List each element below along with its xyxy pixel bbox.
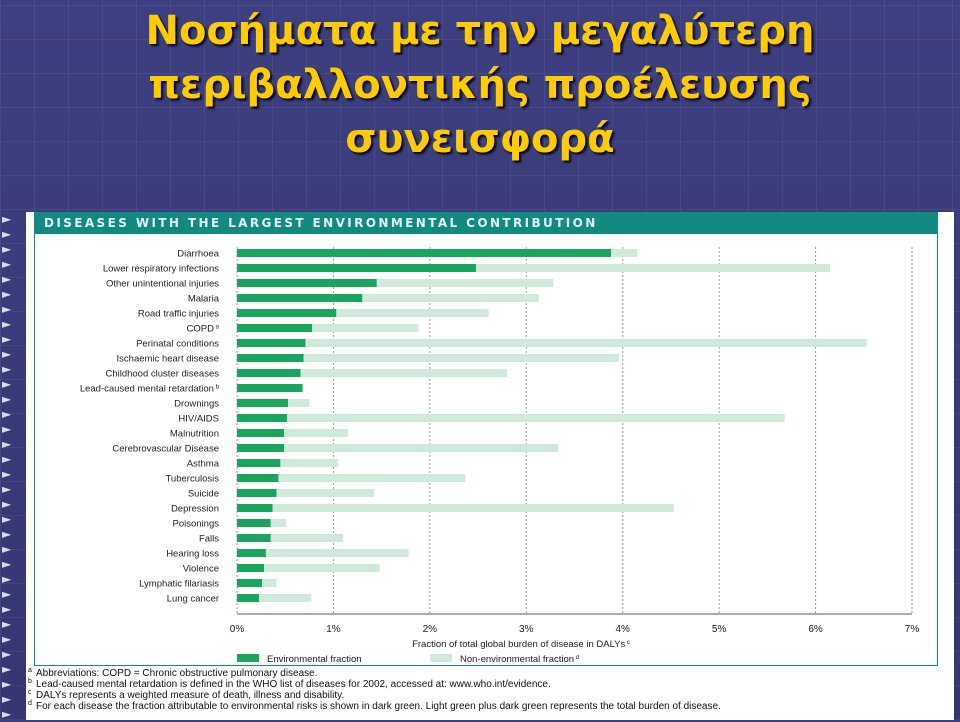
bullet-arrow-icon: ► xyxy=(2,542,12,556)
footnotes xyxy=(28,668,948,712)
bullet-arrow-icon: ► xyxy=(2,617,12,631)
bar-non-environmental xyxy=(611,249,637,257)
bar-environmental xyxy=(237,534,271,542)
footnote-marker: a xyxy=(28,667,32,674)
chart-frame xyxy=(34,234,938,666)
bar-non-environmental xyxy=(273,504,674,512)
footnote-marker: b xyxy=(213,384,219,391)
x-tick-label: 0% xyxy=(229,624,245,635)
slide-title-line-3: συνεισφορά xyxy=(345,116,615,162)
bullet-arrow-icon: ► xyxy=(2,647,12,661)
bullet-arrow-icon: ► xyxy=(2,707,12,721)
x-tick-label: 1% xyxy=(326,624,341,635)
bar-non-environmental xyxy=(271,534,343,542)
bullet-arrow-icon: ► xyxy=(2,272,12,286)
category-label: Lung cancer xyxy=(166,593,219,605)
x-tick-label: 2% xyxy=(422,624,438,635)
bullet-arrow-icon: ► xyxy=(2,377,12,391)
category-label: Hearing loss xyxy=(166,548,219,560)
x-axis-label: Fraction of total global burden of disease in DALYs $^c$ xyxy=(412,639,630,650)
footnote-row xyxy=(28,668,948,679)
footnote-marker: d xyxy=(28,700,32,707)
bullet-arrow-icon: ► xyxy=(2,227,12,241)
bar-non-environmental xyxy=(377,279,553,287)
bullet-arrow-icon: ► xyxy=(2,212,12,226)
bar-environmental xyxy=(237,489,277,497)
footnote-marker: b xyxy=(28,678,32,685)
bar-non-environmental xyxy=(304,354,619,362)
bullet-arrow-icon: ► xyxy=(2,407,12,421)
bar-environmental xyxy=(237,354,304,362)
bar-environmental xyxy=(237,594,259,602)
category-label: Violence xyxy=(182,563,219,575)
bar-environmental xyxy=(237,279,377,287)
category-label: Perinatal conditions xyxy=(136,338,219,350)
category-label: Childhood cluster diseases xyxy=(105,368,219,380)
slide-title-line-1: Νοσήματα με την μεγαλύτερη xyxy=(145,8,815,54)
bar-non-environmental xyxy=(271,519,286,527)
bar-non-environmental xyxy=(312,324,418,332)
category-label: Malnutrition xyxy=(169,428,219,440)
footnote-text: For each disease the fraction attributable to environmental risks is shown in dark green. Light green plus dark green represents the total burden of disease. xyxy=(36,701,721,712)
bar-non-environmental xyxy=(259,594,311,602)
bullet-arrow-icon: ► xyxy=(2,527,12,541)
bullet-arrow-icon: ► xyxy=(2,257,12,271)
bullet-arrow-icon: ► xyxy=(2,332,12,346)
bar-non-environmental xyxy=(278,474,465,482)
bullet-arrow-icon: ► xyxy=(2,287,12,301)
bar-environmental xyxy=(237,564,264,572)
bar-non-environmental xyxy=(476,264,830,272)
bar-environmental xyxy=(237,474,278,482)
bullet-arrow-icon: ► xyxy=(2,692,12,706)
bullet-arrow-icon: ► xyxy=(2,482,12,496)
legend-swatch-environmental xyxy=(237,654,259,662)
category-label: Diarrhoea xyxy=(177,248,219,260)
bar-environmental xyxy=(237,399,288,407)
footnote-marker: d xyxy=(574,655,580,661)
bar-non-environmental xyxy=(362,294,538,302)
bullet-arrow-icon: ► xyxy=(2,632,12,646)
bullet-arrow-icon: ► xyxy=(2,677,12,691)
bullet-arrow-icon: ► xyxy=(2,572,12,586)
slide-title-line-2: περιβαλλοντικής προέλευσης xyxy=(148,62,812,108)
bar-environmental xyxy=(237,519,271,527)
x-tick-label: 4% xyxy=(615,624,630,635)
bullet-arrow-icon: ► xyxy=(2,662,12,676)
bar-environmental xyxy=(237,549,266,557)
legend-label-non-environmental: Non-environmental fraction $^d$ xyxy=(460,654,580,664)
category-label: HIV/AIDS xyxy=(178,413,219,425)
bullet-arrow-icon: ► xyxy=(2,362,12,376)
footnote-row xyxy=(28,701,948,712)
bar-non-environmental xyxy=(262,579,276,587)
legend-swatch-non-environmental xyxy=(430,654,452,662)
bar-non-environmental xyxy=(305,339,866,347)
bar-environmental xyxy=(237,339,305,347)
category-label: Depression xyxy=(170,503,219,515)
bullet-arrow-icon: ► xyxy=(2,467,12,481)
bullet-arrow-icon: ► xyxy=(2,302,12,316)
bar-environmental xyxy=(237,324,312,332)
bullet-arrow-icon: ► xyxy=(2,437,12,451)
chart xyxy=(35,234,937,664)
bar-environmental xyxy=(237,429,284,437)
bar-non-environmental xyxy=(264,564,380,572)
x-tick-label: 7% xyxy=(904,624,920,635)
bar-environmental xyxy=(237,249,611,257)
bullet-arrow-icon: ► xyxy=(2,512,12,526)
category-label: COPD $^a$ xyxy=(186,323,219,335)
bar-environmental xyxy=(237,369,301,377)
category-label: Tuberculosis xyxy=(165,473,219,485)
bar-environmental xyxy=(237,459,280,467)
footnote-marker: c xyxy=(625,640,630,646)
bullet-arrow-icon: ► xyxy=(2,497,12,511)
bar-non-environmental xyxy=(280,459,338,467)
bar-non-environmental xyxy=(288,399,309,407)
figure-header: DISEASES WITH THE LARGEST ENVIRONMENTAL CONTRIBUTION xyxy=(34,212,938,234)
bullet-arrow-icon: ► xyxy=(2,602,12,616)
category-label: Road traffic injuries xyxy=(137,308,219,320)
bullet-arrow-icon: ► xyxy=(2,392,12,406)
category-label: Drownings xyxy=(174,398,219,410)
bullet-arrow-icon: ► xyxy=(2,347,12,361)
bullet-arrow-icon: ► xyxy=(2,557,12,571)
footnote-text: DALYs represents a weighted measure of death, illness and disability. xyxy=(36,690,345,701)
category-label: Malaria xyxy=(187,293,219,305)
bullet-arrow-icon: ► xyxy=(2,317,12,331)
category-label: Asthma xyxy=(186,458,219,470)
category-label: Suicide xyxy=(187,488,219,500)
bar-non-environmental xyxy=(301,369,507,377)
bar-non-environmental xyxy=(284,429,348,437)
footnote-text: Lead-caused mental retardation is defined in the WHO list of diseases for 2002, accessed at: www.who.int/evidence. xyxy=(36,679,551,690)
bar-environmental xyxy=(237,384,303,392)
bullet-arrow-icon: ► xyxy=(2,587,12,601)
category-label: Lower respiratory infections xyxy=(102,263,219,275)
bar-environmental xyxy=(237,579,262,587)
bar-environmental xyxy=(237,264,476,272)
bar-environmental xyxy=(237,414,287,422)
footnote-row xyxy=(28,690,948,701)
bar-non-environmental xyxy=(266,549,409,557)
bar-environmental xyxy=(237,444,284,452)
bar-environmental xyxy=(237,504,273,512)
category-label: Lymphatic filariasis xyxy=(139,578,219,590)
category-label: Lead-caused mental retardation $^b$ xyxy=(79,383,219,395)
bar-environmental xyxy=(237,294,362,302)
x-tick-label: 3% xyxy=(519,624,534,635)
footnote-marker: c xyxy=(28,689,32,696)
bar-environmental xyxy=(237,309,336,317)
footnote-row xyxy=(28,679,948,690)
legend-label-environmental: Environmental fraction xyxy=(267,654,362,664)
footnote-marker: a xyxy=(213,324,219,331)
category-label: Falls xyxy=(198,533,219,545)
category-label: Poisonings xyxy=(172,518,219,530)
category-label: Cerebrovascular Disease xyxy=(112,443,219,455)
category-label: Other unintentional injuries xyxy=(105,278,219,290)
bullet-arrow-icon: ► xyxy=(2,242,12,256)
bar-non-environmental xyxy=(277,489,374,497)
figure-panel xyxy=(26,212,954,720)
bar-non-environmental xyxy=(336,309,488,317)
slide-title xyxy=(0,4,960,166)
bullet-arrow-icon: ► xyxy=(2,422,12,436)
bullet-arrow-icon: ► xyxy=(2,452,12,466)
footnote-text: Abbreviations: COPD = Chronic obstructive pulmonary disease. xyxy=(36,668,318,679)
bullet-column xyxy=(2,212,20,722)
bar-non-environmental xyxy=(287,414,785,422)
category-label: Ischaemic heart disease xyxy=(116,353,219,365)
bar-non-environmental xyxy=(284,444,558,452)
x-tick-label: 6% xyxy=(808,624,823,635)
x-tick-label: 5% xyxy=(711,624,727,635)
